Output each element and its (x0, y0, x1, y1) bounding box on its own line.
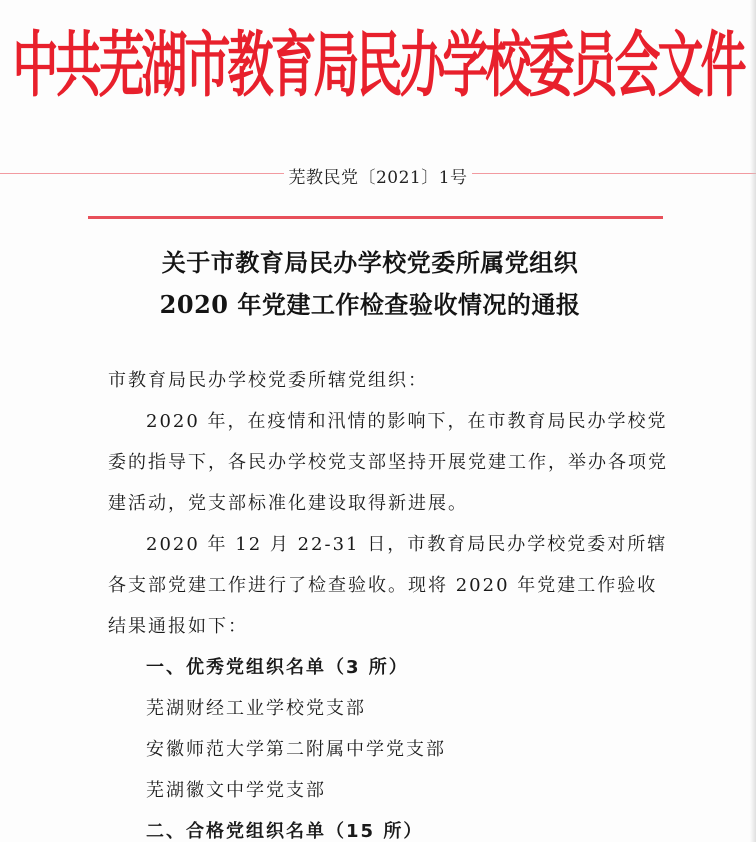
document-number (0, 163, 756, 188)
section-1-heading: 一、优秀党组织名单（3 所） (146, 657, 409, 678)
title-line-1: 关于市教育局民办学校党委所属党组织 (161, 248, 579, 277)
list-item: 芜湖财经工业学校党支部 (146, 698, 366, 719)
list-item: 安徽师范大学第二附属中学党支部 (146, 739, 446, 760)
salutation: 市教育局民办学校党委所辖党组织： (108, 370, 428, 391)
list-item: 芜湖徽文中学党支部 (146, 780, 326, 801)
document-body (108, 360, 668, 852)
letterhead-title: 中共芜湖市教育局民办学校委员会文件 (12, 22, 744, 107)
section-2-heading: 二、合格党组织名单（15 所） (146, 821, 424, 842)
document-title (0, 242, 740, 326)
paragraph-2: 2020 年 12 月 22-31 日，市教育局民办学校党委对所辖各支部党建工作进行了检查验收。现将 2020 年党建工作验收结果通报如下： (108, 534, 668, 637)
document-number-text: 芜教民党〔2021〕1号 (284, 168, 471, 188)
red-separator-rule (88, 216, 663, 219)
title-line-2: 2020 年党建工作检查验收情况的通报 (159, 290, 581, 319)
scan-edge-shadow (750, 0, 756, 842)
paragraph-1: 2020 年，在疫情和汛情的影响下，在市教育局民办学校党委的指导下，各民办学校党支部坚持开展党建工作，举办各项党建活动，党支部标准化建设取得新进展。 (108, 411, 668, 514)
